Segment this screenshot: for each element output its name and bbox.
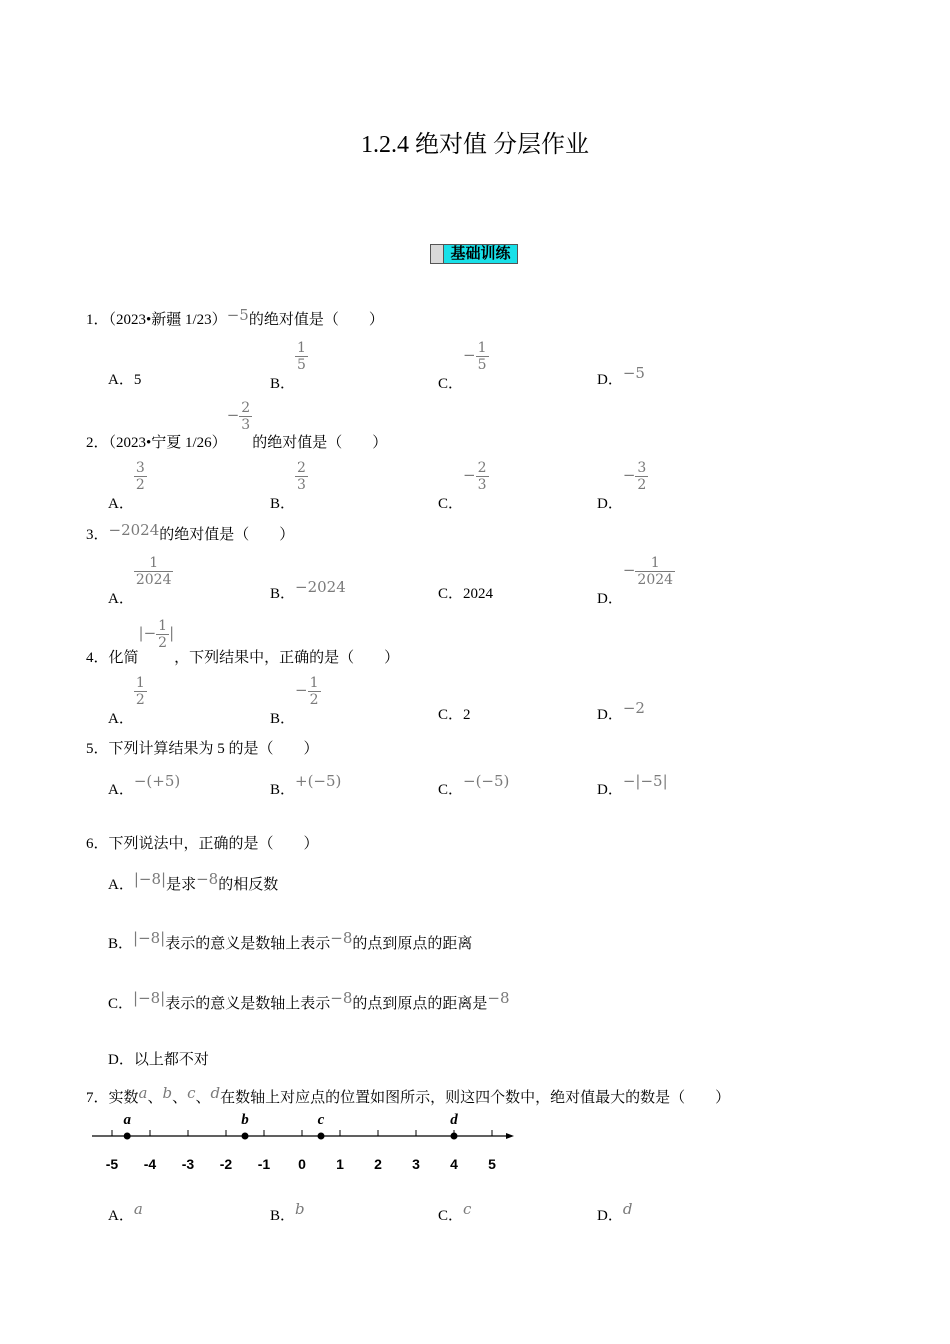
q6-a-letter: A． (108, 877, 134, 893)
q7-option-c (438, 1198, 472, 1224)
q5-c-value: −(−5) (463, 772, 510, 790)
q1-option-b (270, 340, 308, 392)
q5-option-c (438, 770, 510, 798)
q1-text: 的绝对值是（ ） (248, 312, 384, 328)
q2-b-denominator: 3 (297, 477, 306, 493)
number-line-tick-label: -3 (181, 1156, 195, 1172)
q2-option-d (597, 460, 648, 512)
q1-option-a: A．5 (108, 372, 142, 388)
q3-d-denominator: 2024 (637, 572, 674, 588)
q6-option-a (108, 868, 279, 893)
q2-e-numerator: 2 (241, 400, 251, 416)
number-line-tick-label: -4 (143, 1156, 157, 1172)
number-line-point-d (451, 1133, 458, 1140)
number-line-point-label: b (241, 1112, 249, 1128)
q3-option-b-letter: B． (270, 586, 296, 602)
q2-number: 2． (86, 434, 109, 451)
section-badge-label: 基础训练 (444, 244, 518, 264)
q1-option-d-letter: D． (597, 372, 623, 388)
question-1 (86, 308, 384, 329)
q6-c-letter: C． (108, 996, 134, 1012)
q4-text: ，下列结果中，正确的是（ ） (174, 649, 400, 666)
q2-c-numerator: 2 (477, 460, 487, 476)
q3-option-a-fraction (134, 555, 174, 588)
number-line-point-label: a (123, 1112, 131, 1128)
q7-b-value: b (295, 1200, 305, 1218)
q1-expression: −5 (226, 306, 249, 324)
q7-sep-2: 、 (172, 1090, 188, 1106)
q3-a-numerator: 1 (134, 555, 174, 572)
q4-b-numerator: 1 (309, 675, 319, 691)
question-5: 5．下列计算结果为 5 的是（ ） (86, 741, 319, 757)
q1-c-denominator: 5 (477, 357, 487, 373)
q6-c-text-2: 的点到原点的距离是 (352, 996, 488, 1012)
q2-expression-fraction (239, 400, 252, 433)
section-badge-marker (430, 244, 444, 264)
q6-a-math-2: −8 (196, 870, 219, 888)
q3-a-denominator: 2024 (135, 572, 172, 588)
q2-option-b-letter: B． (270, 495, 296, 512)
q4-b-sign: − (295, 680, 308, 699)
q1-number: 1． (86, 312, 109, 328)
q4-option-c: C．2 (438, 707, 471, 723)
number-line-point-a (124, 1133, 131, 1140)
q3-option-a (108, 555, 173, 607)
q7-text: 在数轴上对应点的位置如图所示，则这四个数中，绝对值最大的数是（ ） (220, 1090, 731, 1106)
q2-option-c (438, 460, 489, 512)
number-line-tick-label: 1 (336, 1156, 344, 1172)
q6-b-text-2: 的点到原点的距离 (352, 936, 473, 952)
q2-a-numerator: 3 (135, 460, 145, 476)
q2-option-d-letter: D． (597, 495, 623, 512)
q4-abs-left: | (138, 623, 144, 642)
q3-option-d-letter: D． (597, 590, 623, 607)
q4-e-denominator: 2 (158, 635, 168, 651)
number-line-point-label: c (317, 1112, 325, 1128)
q5-option-b-letter: B． (270, 782, 296, 798)
q4-number: 4．化简 (86, 649, 139, 666)
q2-c-denominator: 3 (477, 477, 487, 493)
q7-c-value: c (463, 1200, 472, 1218)
q2-d-denominator: 2 (637, 477, 647, 493)
number-line-point-label: d (450, 1112, 458, 1128)
q3-option-c: C．2024 (438, 586, 494, 602)
q4-option-d-letter: D． (597, 707, 623, 723)
q6-b-letter: B． (108, 936, 134, 952)
q4-option-a (108, 675, 147, 727)
number-line-tick-label: 2 (374, 1156, 382, 1172)
q4-option-b-letter: B． (270, 710, 296, 727)
q2-source: （2023•宁夏 1/26） (108, 434, 227, 451)
q6-option-d: D．以上都不对 (108, 1052, 209, 1068)
q2-option-b-fraction (295, 460, 308, 493)
number-line-tick-label: -5 (105, 1156, 119, 1172)
q4-a-numerator: 1 (135, 675, 145, 691)
q4-b-denominator: 2 (309, 692, 319, 708)
q4-option-a-letter: A． (108, 710, 134, 727)
q7-var-b: b (162, 1084, 173, 1102)
q4-option-a-fraction (134, 675, 147, 708)
number-line-point-c (318, 1133, 325, 1140)
q3-option-b (270, 576, 346, 602)
q4-option-d (597, 697, 645, 723)
q2-b-numerator: 2 (297, 460, 306, 476)
q7-sep-3: 、 (195, 1090, 211, 1106)
q1-source: （2023•新疆 1/23） (108, 312, 227, 328)
question-6: 6．下列说法中，正确的是（ ） (86, 836, 319, 852)
question-2 (86, 400, 388, 451)
q2-d-sign: − (622, 465, 636, 484)
number-line-tick-label: 0 (298, 1156, 306, 1172)
q5-d-value: −|−5| (622, 772, 668, 790)
q6-a-math-1: |−8| (133, 870, 167, 888)
q1-option-c (438, 340, 489, 392)
q6-a-text-2: 的相反数 (218, 877, 279, 893)
q5-option-c-letter: C． (438, 782, 464, 798)
q6-b-math-2: −8 (330, 929, 353, 947)
q1-option-d (597, 362, 645, 388)
q1-option-b-fraction (295, 340, 308, 373)
q2-option-c-letter: C． (438, 495, 464, 512)
q3-d-sign: − (622, 560, 636, 579)
q7-option-d (597, 1198, 633, 1224)
question-3 (86, 523, 294, 544)
number-line-tick-label: 5 (488, 1156, 496, 1172)
number-line-tick-label: -2 (219, 1156, 233, 1172)
q6-c-text-1: 表示的意义是数轴上表示 (165, 996, 331, 1012)
q6-b-math-1: |−8| (133, 929, 166, 947)
q2-e-denominator: 3 (241, 417, 251, 433)
q2-option-c-fraction (476, 460, 489, 493)
q5-a-value: −(+5) (133, 772, 181, 790)
q2-sign: − (226, 405, 240, 424)
q7-number: 7．实数 (86, 1090, 139, 1106)
q6-option-b (108, 927, 473, 952)
q4-a-denominator: 2 (135, 692, 145, 708)
q7-option-b (270, 1198, 305, 1224)
q5-option-d (597, 770, 668, 798)
q3-option-d (597, 555, 675, 607)
q1-c-sign: − (463, 345, 476, 364)
q5-option-a-letter: A． (108, 782, 134, 798)
q7-a-letter: A． (108, 1208, 134, 1224)
q4-abs-right: | (169, 623, 175, 642)
q7-sep-1: 、 (147, 1090, 163, 1106)
q4-sign: − (143, 623, 157, 642)
q5-option-b (270, 770, 342, 798)
question-4 (86, 618, 400, 666)
q5-b-value: +(−5) (295, 772, 342, 790)
q3-number: 3． (86, 527, 109, 543)
q4-e-numerator: 1 (158, 618, 168, 634)
question-7 (86, 1082, 731, 1106)
q3-b-value: −2024 (295, 578, 346, 596)
q7-option-a (108, 1198, 143, 1224)
q2-option-a (108, 460, 147, 512)
q1-b-numerator: 1 (297, 340, 306, 356)
q6-c-math-3: −8 (487, 989, 510, 1007)
page-title: 1.2.4 绝对值 分层作业 (361, 132, 589, 158)
q3-text: 的绝对值是（ ） (159, 527, 295, 543)
q7-b-letter: B． (270, 1208, 296, 1224)
q7-var-d: d (210, 1084, 221, 1102)
q7-d-letter: D． (597, 1208, 623, 1224)
q4-option-b (270, 675, 321, 727)
q2-option-d-fraction (635, 460, 648, 493)
q2-a-denominator: 2 (135, 477, 145, 493)
q6-c-math-2: −8 (330, 989, 353, 1007)
q1-option-b-letter: B． (270, 375, 296, 392)
q7-c-letter: C． (438, 1208, 464, 1224)
q6-option-c (108, 987, 510, 1012)
q3-option-a-letter: A． (108, 590, 134, 607)
number-line-tick-label: -1 (257, 1156, 271, 1172)
q1-option-c-letter: C． (438, 375, 464, 392)
q5-option-d-letter: D． (597, 782, 623, 798)
q7-var-c: c (187, 1084, 196, 1102)
q5-option-a (108, 770, 181, 798)
q6-c-math-1: |−8| (133, 989, 166, 1007)
number-line-point-b (242, 1133, 249, 1140)
q3-d-numerator: 1 (635, 555, 675, 572)
q6-a-text-1: 是求 (166, 877, 197, 893)
q4-expression-fraction (156, 618, 169, 651)
q1-option-c-fraction (476, 340, 489, 373)
q2-d-numerator: 3 (637, 460, 647, 476)
q3-option-d-fraction (635, 555, 675, 588)
q1-c-numerator: 1 (477, 340, 487, 356)
q7-var-a: a (138, 1084, 148, 1102)
q1-b-denominator: 5 (297, 357, 306, 373)
q2-option-a-fraction (134, 460, 147, 493)
q7-a-value: a (133, 1200, 143, 1218)
q2-c-sign: − (463, 465, 476, 484)
number-line-arrow (506, 1133, 514, 1139)
q4-option-b-fraction (308, 675, 321, 708)
q6-b-text-1: 表示的意义是数轴上表示 (165, 936, 331, 952)
q2-option-b (270, 460, 308, 512)
number-line-tick-label: 4 (450, 1156, 458, 1172)
q2-text: 的绝对值是（ ） (252, 434, 388, 451)
q2-option-a-letter: A． (108, 495, 134, 512)
q7-d-value: d (622, 1200, 633, 1218)
number-line-tick-label: 3 (412, 1156, 420, 1172)
q4-d-value: −2 (622, 699, 645, 717)
number-line (80, 1108, 530, 1178)
q1-d-value: −5 (622, 364, 645, 382)
q3-expression: −2024 (108, 521, 160, 539)
section-badge (430, 244, 518, 264)
